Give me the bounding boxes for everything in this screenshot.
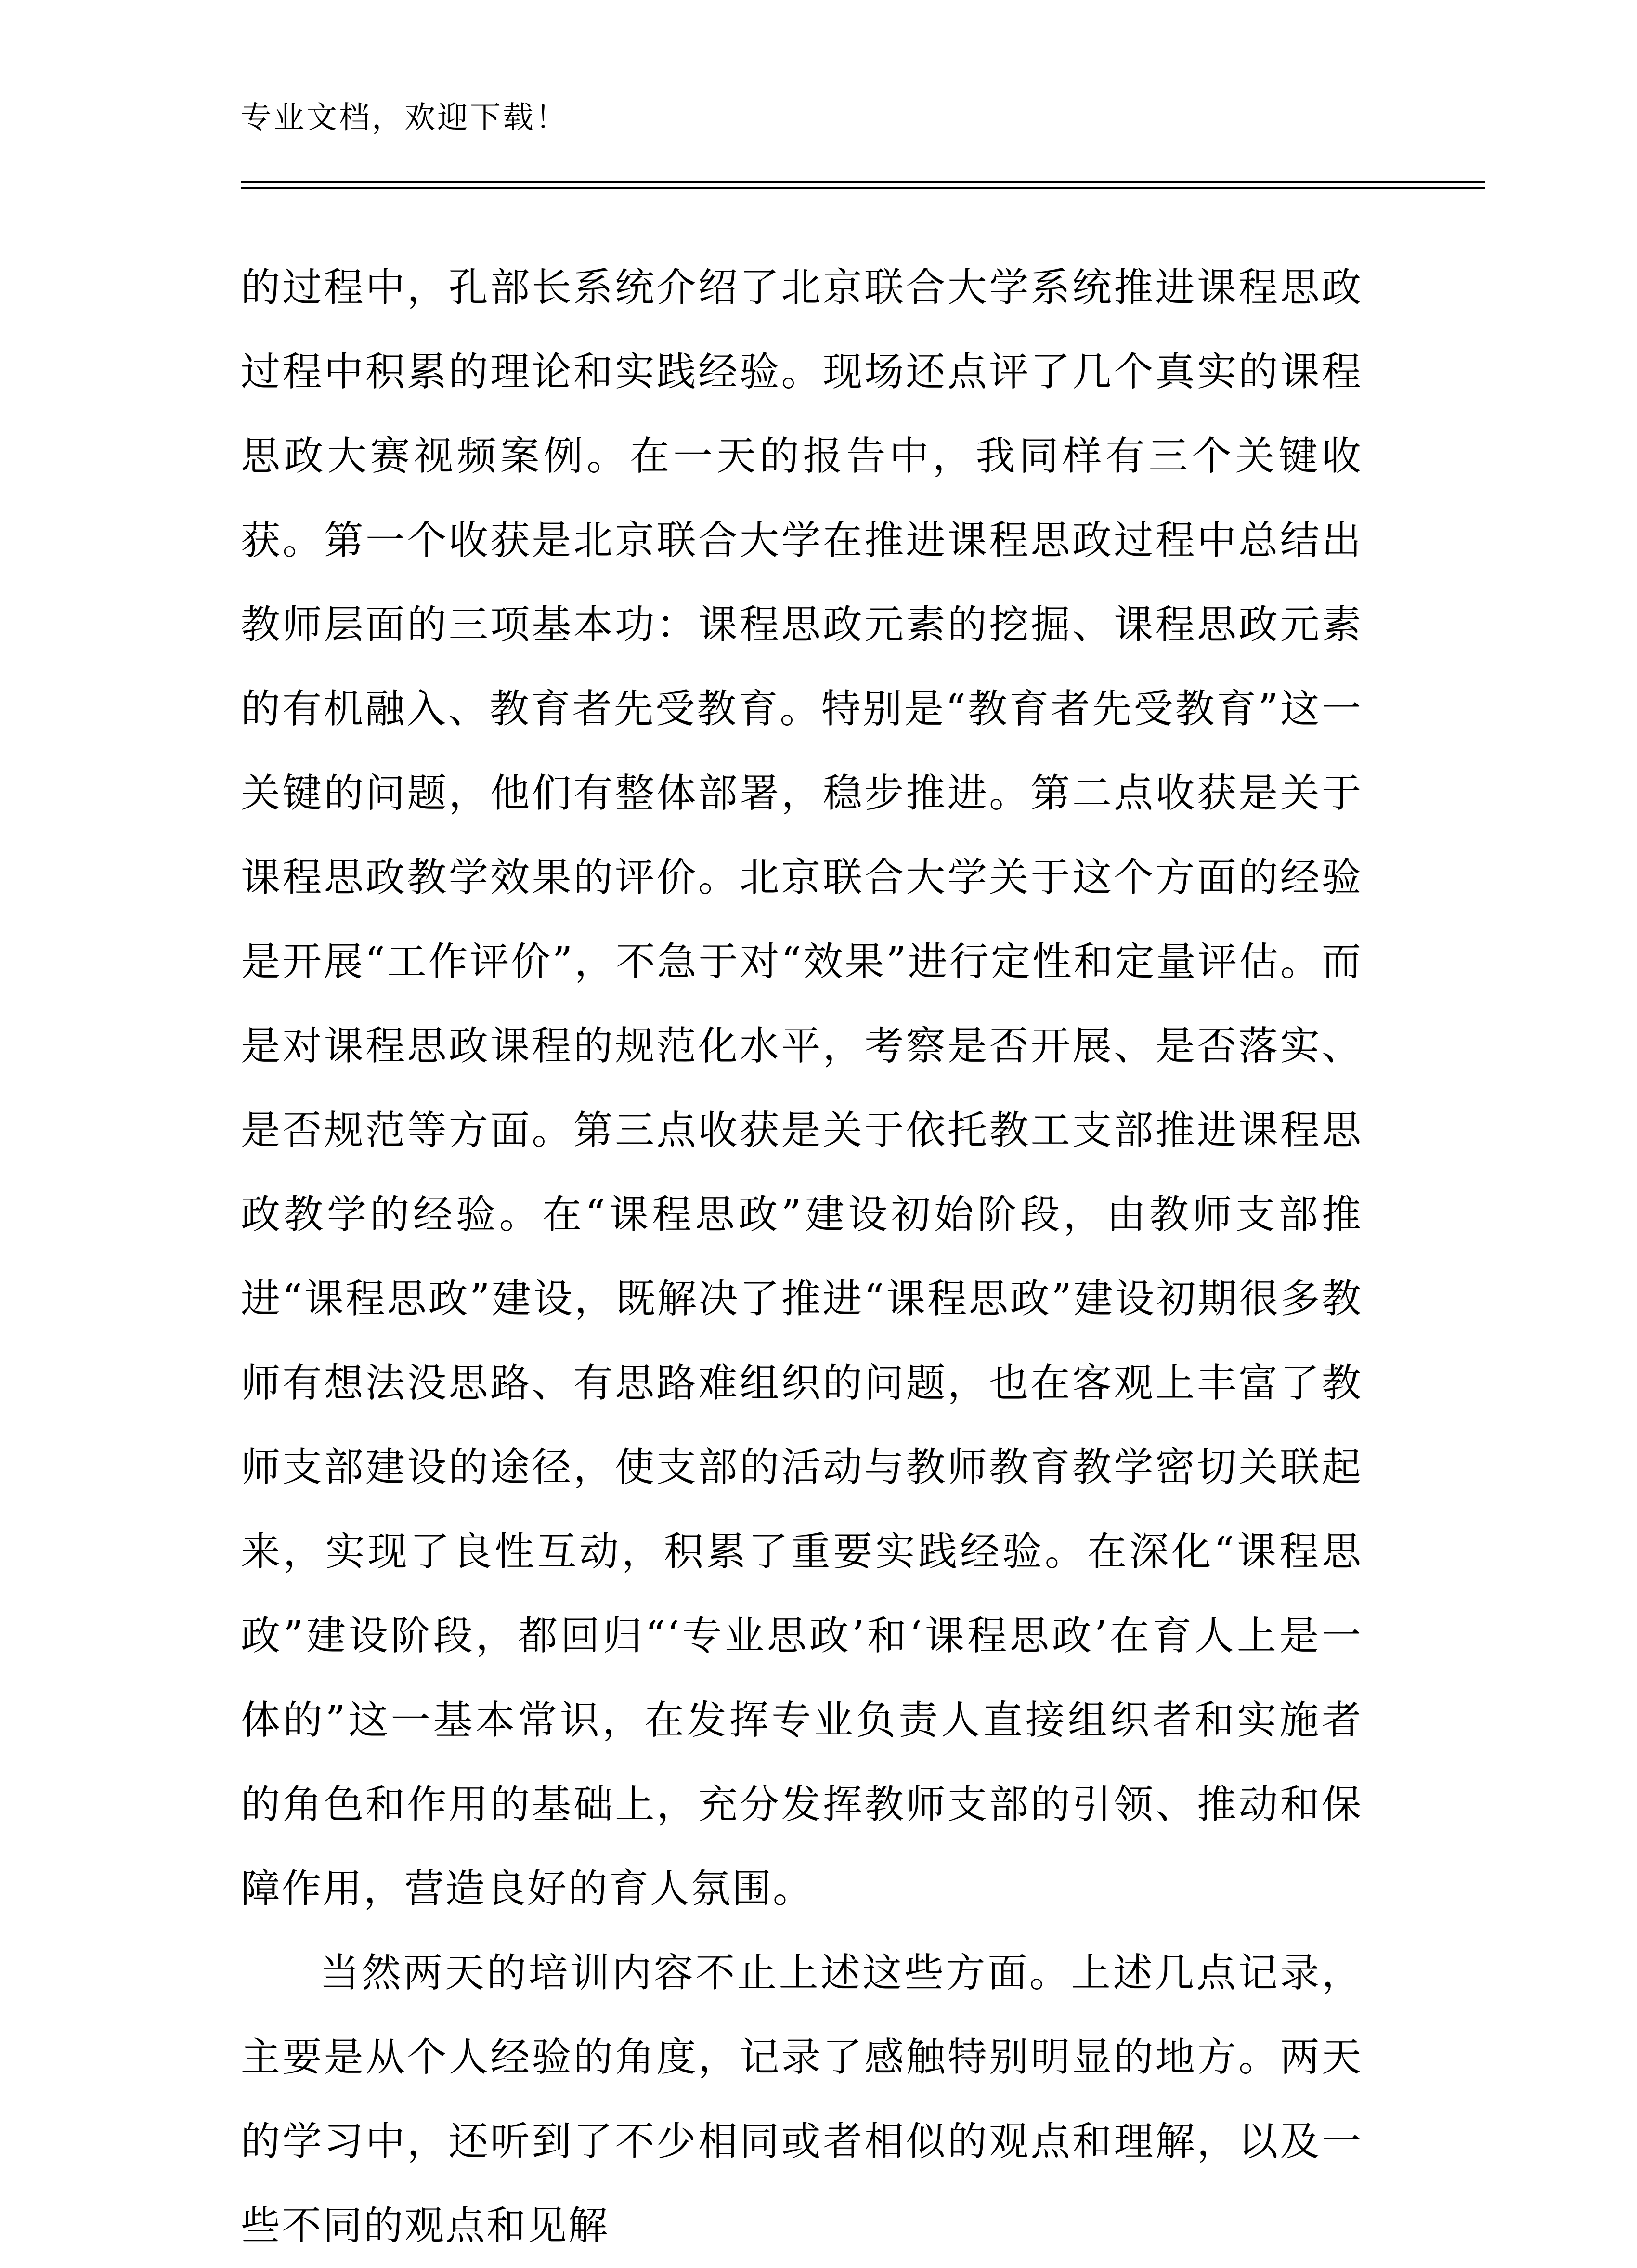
body-paragraph: 的过程中，孔部长系统介绍了北京联合大学系统推进课程思政过程中积累的理论和实践经验。现场还点评了几个真实的课程思政大赛视频案例。在一天的报告中，我同样有三个关键收获。第一个收获是北京联合大学在推进课程思政过程中总结出教师层面的三项基本功：课程思政元素的挖掘、课程思政元素的有机融入、教育者先受教育。特别是“教育者先受教育”这一关键的问题，他们有整体部署，稳步推进。第二点收获是关于课程思政教学效果的评价。北京联合大学关于这个方面的经验是开展“工作评价”，不急于对“效果”进行定性和定量评估。而是对课程思政课程的规范化水平，考察是否开展、是否落实、是否规范等方面。第三点收获是关于依托教工支部推进课程思政教学的经验。在“课程思政”建设初始阶段，由教师支部推进“课程思政”建设，既解决了推进“课程思政”建设初期很多教师有想法没思路、有思路难组织的问题，也在客观上丰富了教师支部建设的途径，使支部的活动与教师教育教学密切关联起来，实现了良性互动，积累了重要实践经验。在深化“课程思政”建设阶段，都回归“‘专业思政’和‘课程思政’在育人上是一体的”这一基本常识，在发挥专业负责人直接组织者和实施者的角色和作用的基础上，充分发挥教师支部的引领、推动和保障作用，营造良好的育人氛围。 [241, 265, 1363, 1912]
header-divider-top [241, 181, 1485, 183]
page-header: 专业文档，欢迎下载！ [241, 100, 568, 136]
document-body [241, 246, 1363, 2268]
body-paragraph: 当然两天的培训内容不止上述这些方面。上述几点记录，主要是从个人经验的角度，记录了感触特别明显的地方。两天的学习中，还听到了不少相同或者相似的观点和理解，以及一些不同的观点和见解 [241, 1950, 1363, 2249]
header-divider-bottom [241, 187, 1485, 189]
